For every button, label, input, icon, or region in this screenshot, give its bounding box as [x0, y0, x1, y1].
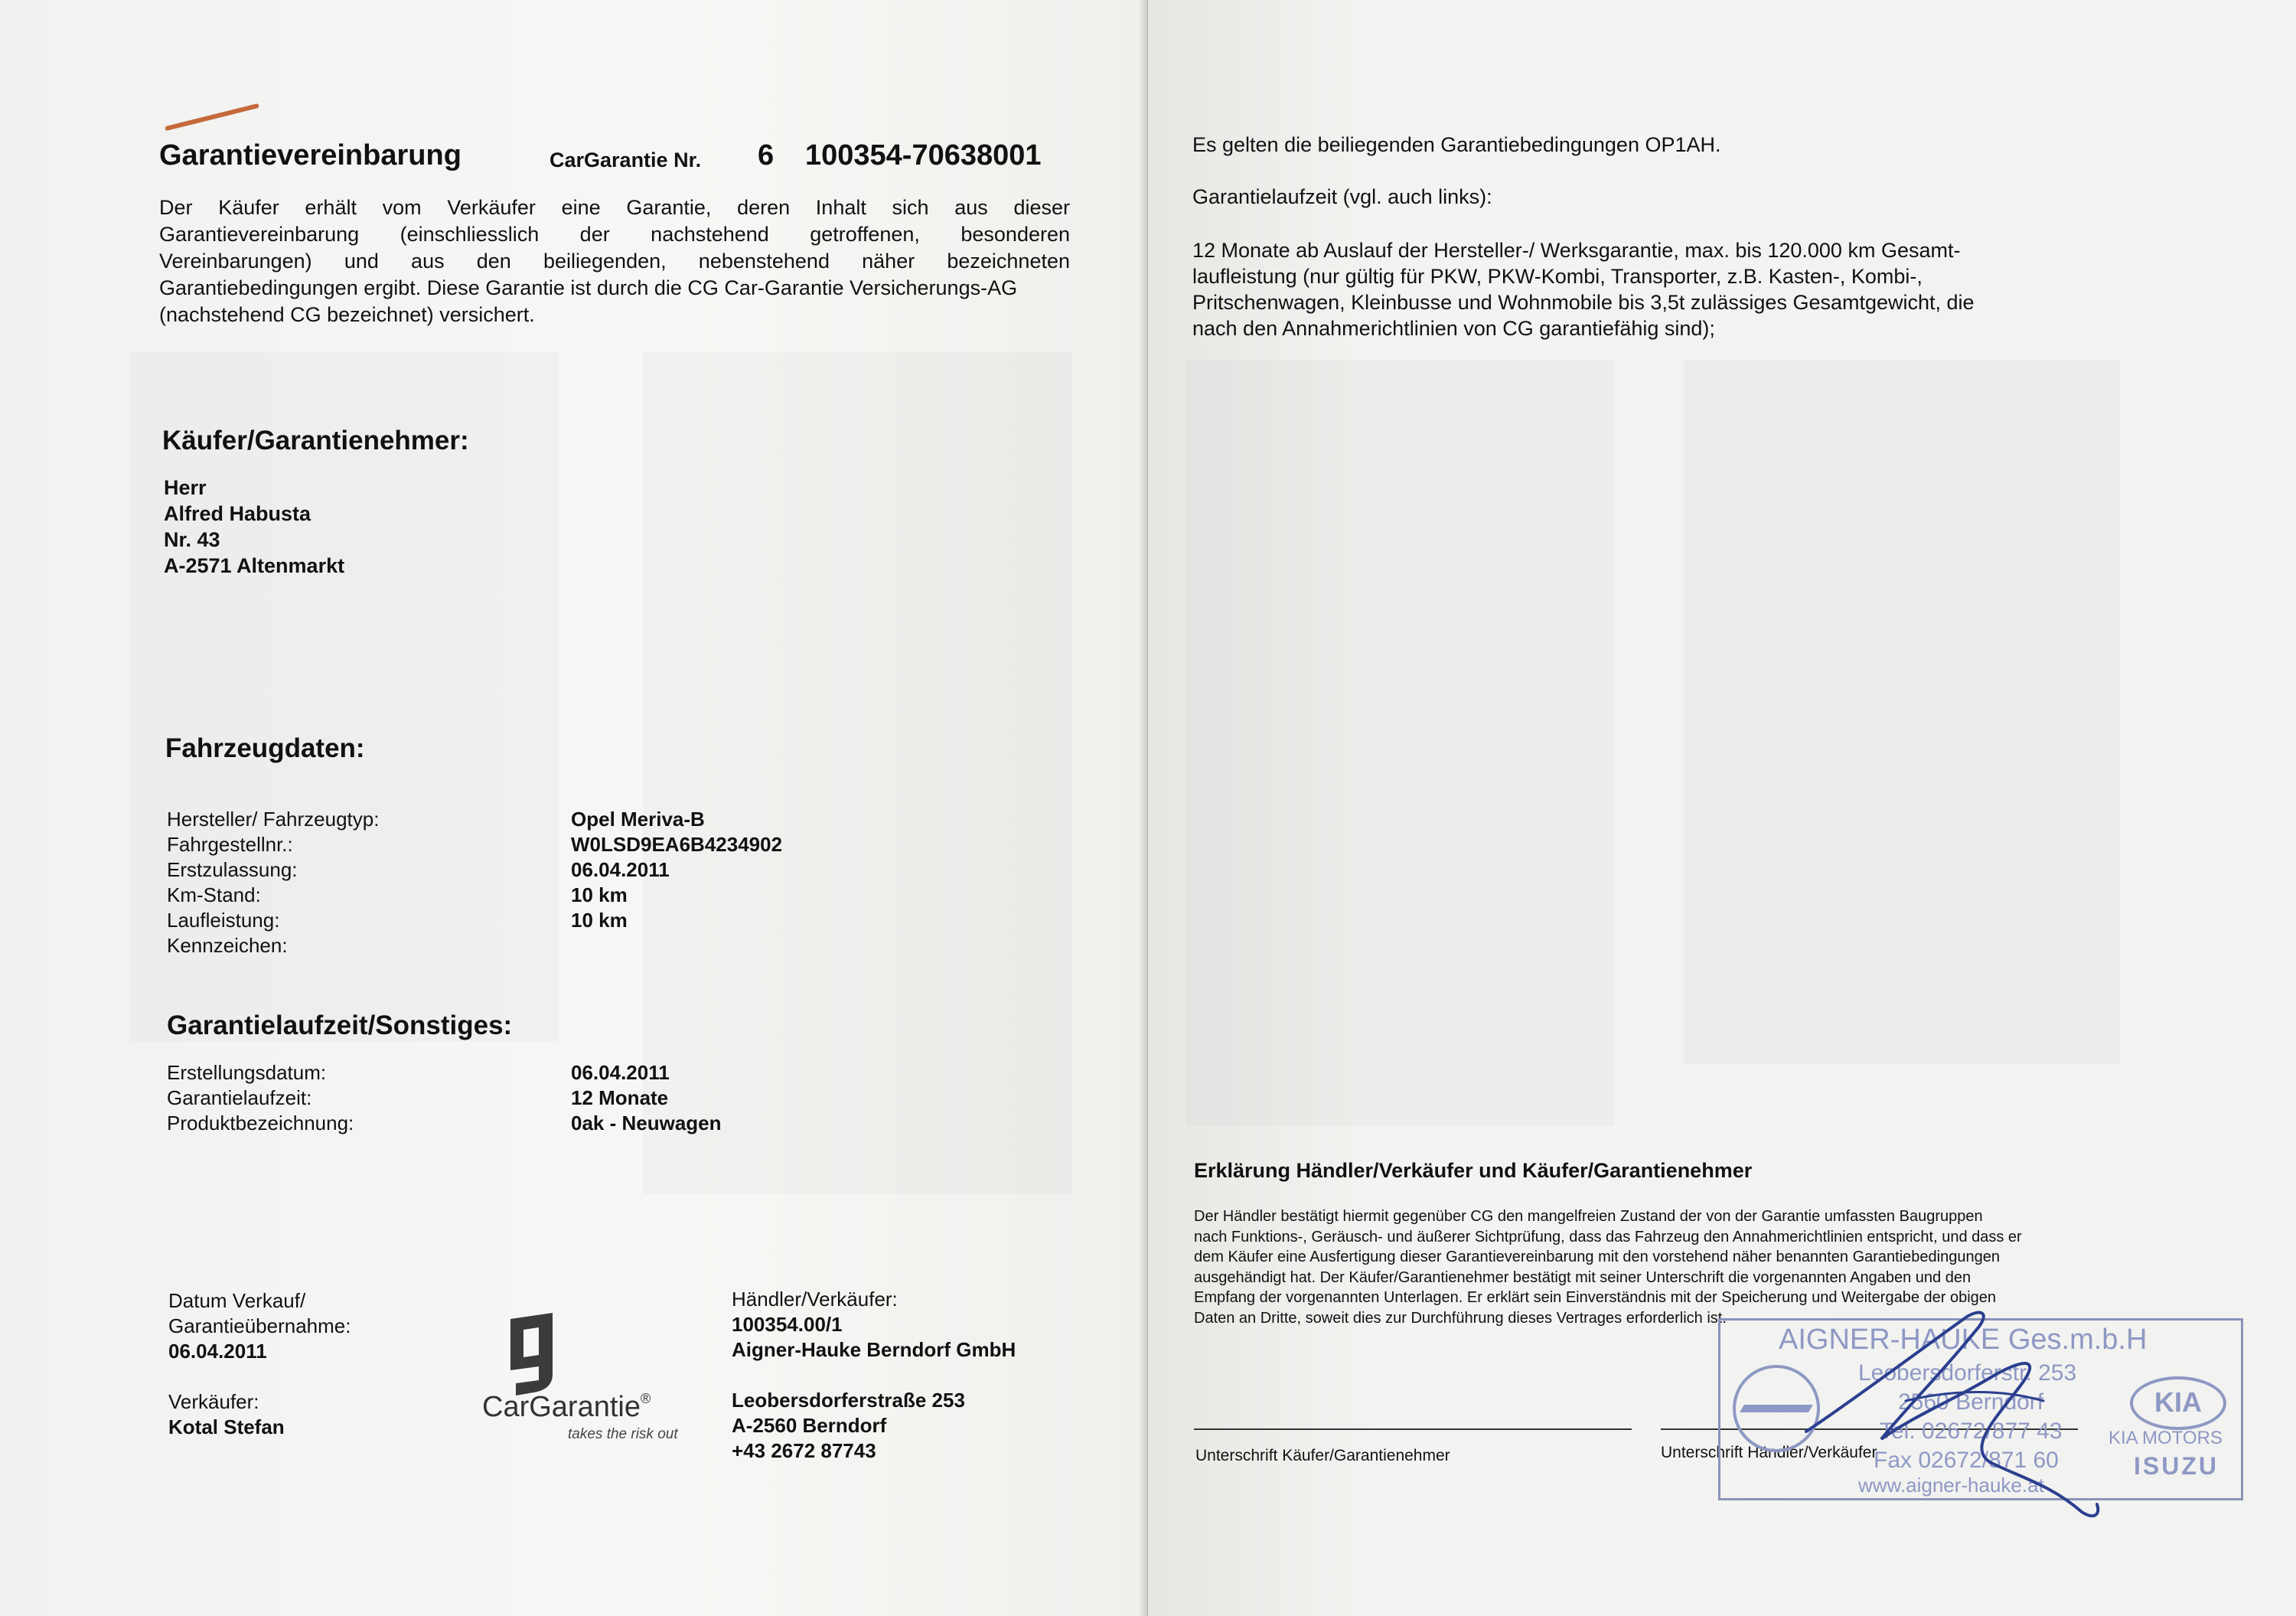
show-through-right: [1684, 360, 2120, 1064]
buyer-name: Alfred Habusta: [164, 502, 311, 525]
term-label-created: Erstellungsdatum:: [167, 1061, 327, 1084]
term-line: 12 Monate ab Auslauf der Hersteller-/ Werksgarantie, max. bis 120.000 km Gesamt-: [1192, 239, 1961, 262]
stamp-kia-motors: KIA MOTORS: [2108, 1428, 2223, 1448]
cargarantie-logo-text: [482, 1391, 651, 1424]
term-label: Garantielaufzeit (vgl. auch links):: [1192, 185, 1492, 208]
buyer-city: A-2571 Altenmarkt: [164, 554, 345, 577]
vehicle-value-vin: W0LSD9EA6B4234902: [571, 833, 783, 856]
term-value-duration: 12 Monate: [571, 1086, 669, 1109]
term-label-product: Produktbezeichnung:: [167, 1112, 354, 1134]
stamp-street: Leobersdorferstr. 253: [1858, 1360, 2077, 1386]
term-value-product: 0ak - Neuwagen: [571, 1112, 722, 1134]
stamp-city: 2560 Berndorf: [1898, 1389, 2044, 1415]
dealer-name: Aigner-Hauke Berndorf GmbH: [732, 1338, 1016, 1361]
vehicle-label-plate: Kennzeichen:: [167, 934, 288, 957]
show-through-right: [643, 352, 1071, 1194]
term-heading: Garantielaufzeit/Sonstiges:: [167, 1010, 513, 1040]
logo-name: CarGarantie: [482, 1391, 641, 1423]
sale-date-label-2: Garantieübernahme:: [168, 1314, 351, 1337]
dealer-number: 100354.00/1: [732, 1313, 843, 1336]
vehicle-value-km: 10 km: [571, 883, 628, 906]
term-line: nach den Annahmerichtlinien von CG garantiefähig sind);: [1192, 317, 1715, 340]
buyer-heading: Käufer/Garantienehmer:: [162, 426, 469, 455]
sale-date-value: 06.04.2011: [168, 1340, 267, 1363]
cg-nr-prefix: 6: [758, 139, 775, 171]
term-line: laufleistung (nur gültig für PKW, PKW-Kombi, Transporter, z.B. Kasten-, Kombi-,: [1192, 265, 1923, 288]
vehicle-value-maker: Opel Meriva-B: [571, 808, 705, 831]
term-line: Pritschenwagen, Kleinbusse und Wohnmobile bis 3,5t zulässiges Gesamtgewicht, die: [1192, 291, 1975, 314]
intro-line: Garantiebedingungen ergibt. Diese Garantie ist durch die CG Car-Garantie Versicherungs-AG: [159, 276, 1018, 299]
sale-date-label-1: Datum Verkauf/: [168, 1289, 306, 1312]
vehicle-label-mileage: Laufleistung:: [167, 909, 280, 932]
cargarantie-logo-icon: [499, 1313, 568, 1397]
intro-line: Garantievereinbarung (einschliesslich der nachstehend getroffenen, besonderen: [159, 223, 1070, 246]
vehicle-value-mileage: 10 km: [571, 909, 628, 932]
intro-line: Der Käufer erhält vom Verkäufer eine Garantie, deren Inhalt sich aus dieser: [159, 196, 1070, 219]
cg-nr-value: 100354-70638001: [805, 139, 1042, 171]
buyer-signature-label: Unterschrift Käufer/Garantienehmer: [1195, 1447, 1450, 1464]
stamp-company: AIGNER-HAUKE Ges.m.b.H: [1779, 1324, 2148, 1356]
cargarantie-tagline: takes the risk out: [568, 1426, 678, 1442]
cg-nr-label: CarGarantie Nr.: [550, 149, 702, 171]
intro-paragraph: [159, 194, 1070, 328]
declaration-line: Empfang der vorgenannten Unterlagen. Er erklärt sein Einverständnis mit der Speicherung und Weitergabe der obigen: [1194, 1289, 1997, 1306]
left-page: [0, 0, 1145, 1616]
declaration-line: dem Käufer eine Ausfertigung dieser Garantievereinbarung mit den vorstehend näher benannten Garantiebedingungen: [1194, 1249, 2000, 1265]
buyer-signature-line: [1194, 1428, 1632, 1430]
dealer-phone: +43 2672 87743: [732, 1439, 876, 1462]
vehicle-label-km: Km-Stand:: [167, 883, 261, 906]
vehicle-value-registration: 06.04.2011: [571, 858, 670, 881]
declaration-line: Daten an Dritte, soweit dies zur Durchführung dieses Vertrages erforderlich ist.: [1194, 1309, 1727, 1327]
cargarantie-logo: [482, 1305, 696, 1451]
term-label-duration: Garantielaufzeit:: [167, 1086, 312, 1109]
show-through-left: [1186, 360, 1615, 1125]
term-value-created: 06.04.2011: [571, 1061, 670, 1084]
conditions-text: Es gelten die beiliegenden Garantiebedingungen OP1AH.: [1192, 133, 1721, 156]
dealer-city: A-2560 Berndorf: [732, 1414, 887, 1437]
vehicle-label-maker: Hersteller/ Fahrzeugtyp:: [167, 808, 380, 831]
dealer-label: Händler/Verkäufer:: [732, 1288, 898, 1311]
stamp-web: www.aigner-hauke.at: [1858, 1474, 2044, 1497]
vehicle-label-registration: Erstzulassung:: [167, 858, 298, 881]
dealer-signature-scribble: [1791, 1286, 2128, 1523]
stamp-tel: Tel. 02672/877 43: [1880, 1418, 2063, 1444]
dealer-signature-label: Unterschrift Händler/Verkäufer: [1661, 1444, 1877, 1461]
vehicle-label-vin: Fahrgestellnr.:: [167, 833, 293, 856]
declaration-heading: Erklärung Händler/Verkäufer und Käufer/Garantienehmer: [1194, 1159, 1753, 1182]
logo-registered: ®: [640, 1391, 651, 1406]
seller-value: Kotal Stefan: [168, 1415, 285, 1438]
buyer-street: Nr. 43: [164, 528, 220, 551]
buyer-salutation: Herr: [164, 476, 207, 499]
intro-line: Vereinbarungen) und aus den beiliegenden, nebenstehend näher bezeichneten: [159, 250, 1070, 273]
dealer-street: Leobersdorferstraße 253: [732, 1389, 965, 1412]
kia-logo-icon: KIA: [2130, 1376, 2226, 1430]
declaration-line: nach Funktions-, Geräusch- und äußerer Sichtprüfung, dass das Fahrzeug den Annahmerichtlinien entspricht, und dass er: [1194, 1228, 2022, 1245]
vehicle-heading: Fahrzeugdaten:: [165, 733, 365, 763]
seller-label: Verkäufer:: [168, 1390, 259, 1413]
intro-line: (nachstehend CG bezeichnet) versichert.: [159, 303, 535, 326]
document-title: Garantievereinbarung: [159, 139, 461, 171]
term-paragraph: [1192, 237, 1975, 341]
orange-pen-mark: [165, 103, 259, 131]
stamp-isuzu: ISUZU: [2134, 1452, 2219, 1480]
stamp-fax: Fax 02672/871 60: [1874, 1448, 2059, 1473]
declaration-line: Der Händler bestätigt hiermit gegenüber CG den mangelfreien Zustand der von der Garantie umfassten Baugruppen: [1194, 1208, 1983, 1225]
declaration-line: ausgehändigt hat. Der Käufer/Garantienehmer bestätigt mit seiner Unterschrift die vorgenannten Angaben und den: [1194, 1268, 1971, 1286]
